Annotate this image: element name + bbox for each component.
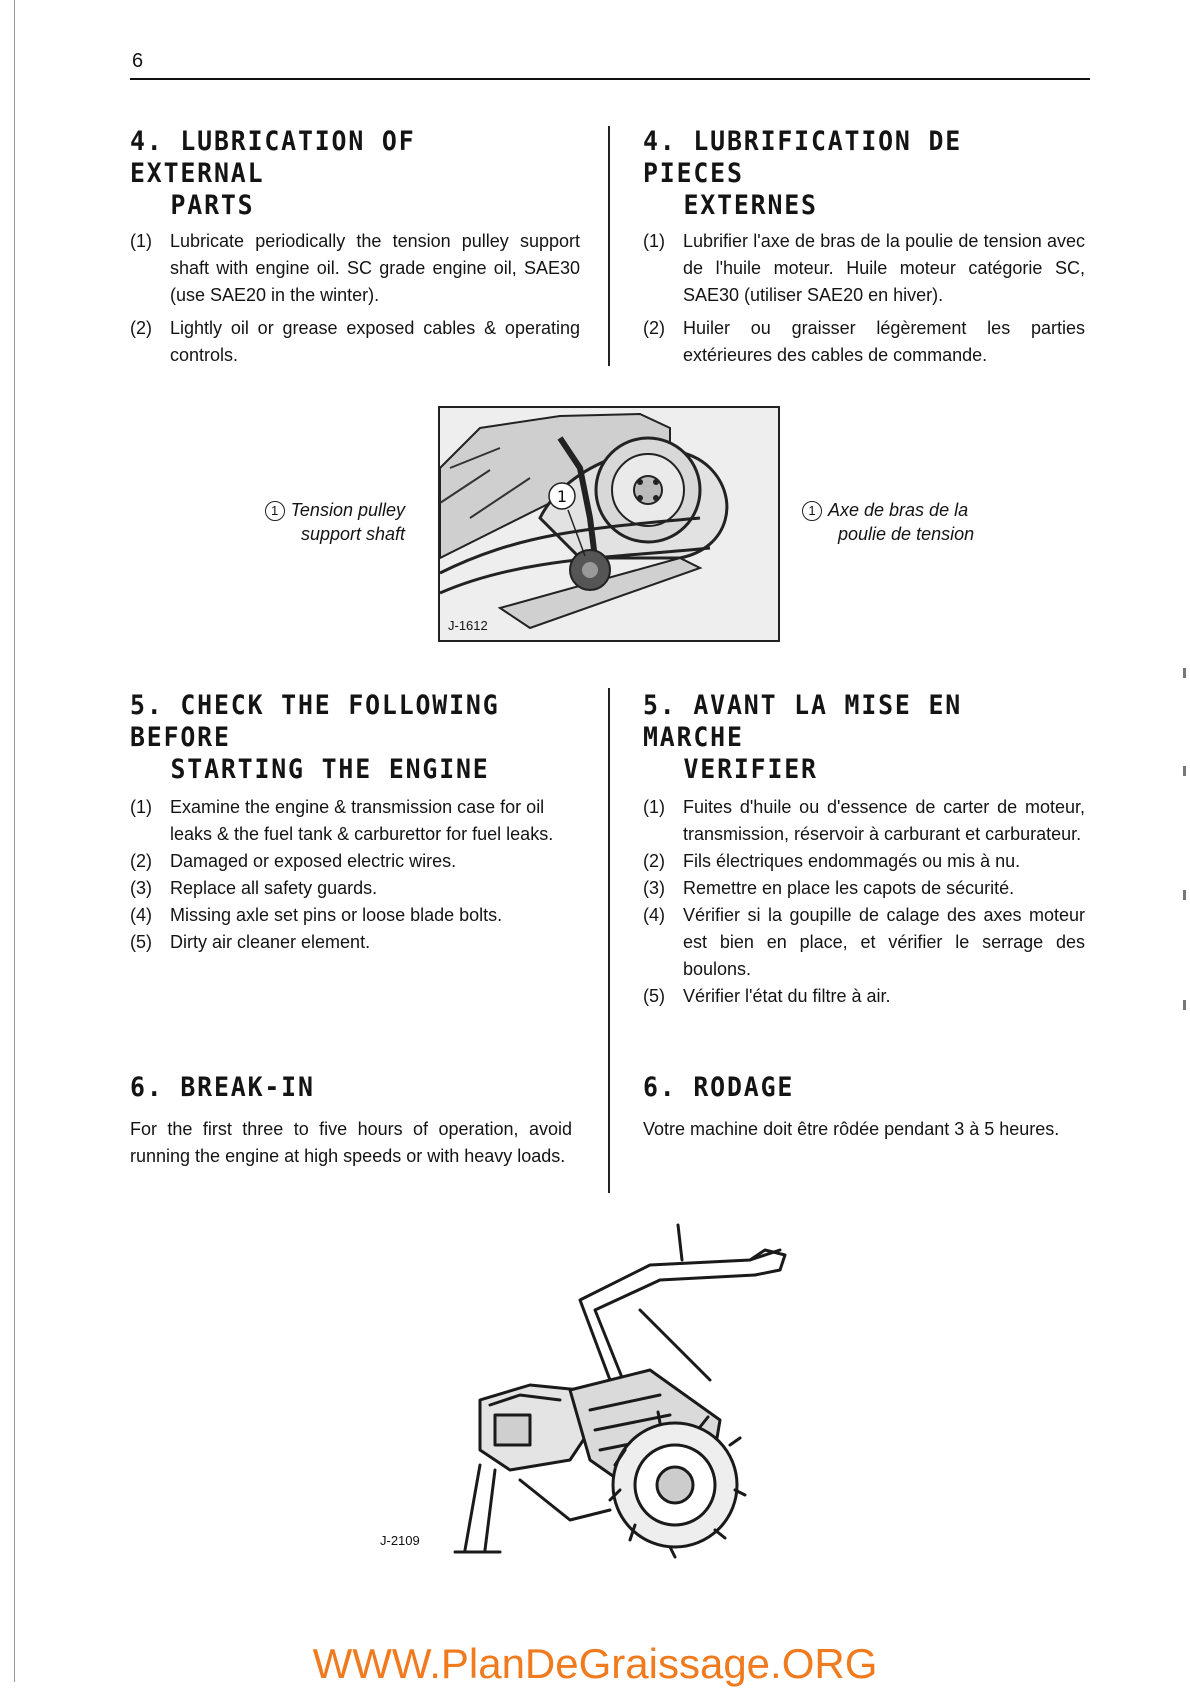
item-text: Lubricate periodically the tension pulley support shaft with engine oil. SC grade engine oil, SAE30 (use SAE20 in the winter). xyxy=(170,231,580,305)
item-text: Vérifier l'état du filtre à air. xyxy=(683,986,891,1006)
heading-line: VERIFIER xyxy=(683,754,818,785)
section-6-en-text: For the first three to five hours of operation, avoid running the engine at high speeds or with heavy loads. xyxy=(130,1119,572,1166)
item-number: (5) xyxy=(643,986,665,1006)
item-text: Examine the engine & transmission case for oil leaks & the fuel tank & carburettor for fuel leaks. xyxy=(170,797,554,844)
callout-number: 1 xyxy=(802,501,822,521)
list-item xyxy=(643,228,1085,309)
section-6-en xyxy=(130,1072,572,1170)
pulley-drawing xyxy=(440,408,778,640)
item-number: (2) xyxy=(643,318,665,338)
heading-line: 4. LUBRIFICATION DE PIECES xyxy=(643,126,963,189)
item-number: (2) xyxy=(643,851,665,871)
list-item xyxy=(643,875,1085,902)
item-text: Remettre en place les capots de sécurité. xyxy=(683,878,1015,898)
heading-line: STARTING THE ENGINE xyxy=(170,754,490,785)
item-number: (5) xyxy=(130,932,152,952)
section-4-en-heading xyxy=(130,126,544,222)
figure-1-caption-fr xyxy=(802,498,1022,546)
section-6-fr-text: Votre machine doit être rôdée pendant 3 à 5 heures. xyxy=(643,1119,1060,1139)
tiller-drawing xyxy=(380,1220,820,1560)
section-5-en-list xyxy=(130,794,580,956)
section-4-en xyxy=(130,126,580,369)
heading-line: 4. LUBRICATION OF EXTERNAL xyxy=(130,126,416,189)
figure-code: J-1612 xyxy=(448,618,488,633)
callout-number: 1 xyxy=(556,487,568,506)
item-number: (4) xyxy=(130,905,152,925)
tiller-figure xyxy=(380,1220,820,1560)
item-text: Fuites d'huile ou d'essence de carter de moteur, transmission, réservoir à carburant et carburateur. xyxy=(683,797,1085,844)
item-number: (1) xyxy=(643,797,665,817)
list-item xyxy=(130,929,580,956)
list-item xyxy=(130,848,580,875)
heading-line: PARTS xyxy=(170,190,255,221)
list-item xyxy=(643,848,1085,875)
list-item xyxy=(130,902,580,929)
caption-line: Axe de bras de la xyxy=(828,500,969,520)
item-text: Dirty air cleaner element. xyxy=(170,932,371,952)
section-4-fr-heading xyxy=(643,126,1050,222)
header-rule xyxy=(130,78,1090,80)
list-item xyxy=(130,875,580,902)
section-5-fr-heading xyxy=(643,690,1050,786)
item-text: Missing axle set pins or loose blade bolts. xyxy=(170,905,503,925)
callout-number: 1 xyxy=(265,501,285,521)
section-5-en-heading xyxy=(130,690,544,786)
list-item xyxy=(643,983,1085,1010)
edge-mark xyxy=(1183,766,1186,776)
heading-line: 5. AVANT LA MISE EN MARCHE xyxy=(643,690,963,753)
section-4-fr-list xyxy=(643,228,1085,369)
item-number: (2) xyxy=(130,318,152,338)
section-4-fr xyxy=(643,126,1085,369)
section-5-fr xyxy=(643,690,1085,1010)
item-text: Vérifier si la goupille de calage des axes moteur est bien en place, et vérifier le serrage des boulons. xyxy=(683,905,1085,979)
edge-mark xyxy=(1183,1000,1186,1010)
item-text: Fils électriques endommagés ou mis à nu. xyxy=(683,851,1021,871)
list-item xyxy=(130,315,580,369)
item-text: Damaged or exposed electric wires. xyxy=(170,851,457,871)
caption-line: poulie de tension xyxy=(838,524,975,544)
item-number: (4) xyxy=(643,905,665,925)
list-item xyxy=(130,228,580,309)
list-item xyxy=(130,794,580,848)
item-text: Lubrifier l'axe de bras de la poulie de tension avec de l'huile moteur. Huile moteur catégorie SC, SAE30 (utiliser SAE20 en hiver). xyxy=(683,231,1085,305)
page-left-edge xyxy=(14,0,15,1682)
section-5-en xyxy=(130,690,580,956)
list-item xyxy=(643,315,1085,369)
edge-mark xyxy=(1183,668,1186,678)
figure-1-caption-en xyxy=(240,498,405,546)
item-text: Huiler ou graisser légèrement les parties extérieures des cables de commande. xyxy=(683,318,1085,365)
item-number: (2) xyxy=(130,851,152,871)
section-6-fr-heading: 6. RODAGE xyxy=(643,1072,795,1103)
column-divider xyxy=(608,126,610,366)
watermark: WWW.PlanDeGraissage.ORG xyxy=(312,1640,878,1687)
edge-mark xyxy=(1183,890,1186,900)
heading-line: EXTERNES xyxy=(683,190,818,221)
heading-line: 5. CHECK THE FOLLOWING BEFORE xyxy=(130,690,500,753)
item-text: Replace all safety guards. xyxy=(170,878,378,898)
item-number: (1) xyxy=(130,797,152,817)
section-6-fr xyxy=(643,1072,1085,1143)
list-item xyxy=(643,794,1085,848)
page-number: 6 xyxy=(132,50,144,72)
item-number: (3) xyxy=(643,878,665,898)
list-item xyxy=(643,902,1085,983)
item-text: Lightly oil or grease exposed cables & operating controls. xyxy=(170,318,580,365)
section-4-en-list xyxy=(130,228,580,369)
item-number: (1) xyxy=(130,231,152,251)
caption-line: Tension pulley xyxy=(290,500,405,520)
pulley-figure xyxy=(438,406,780,642)
item-number: (3) xyxy=(130,878,152,898)
column-divider xyxy=(608,688,610,1193)
caption-line: support shaft xyxy=(300,524,405,544)
item-number: (1) xyxy=(643,231,665,251)
section-6-en-heading: 6. BREAK-IN xyxy=(130,1072,315,1103)
figure-code: J-2109 xyxy=(380,1533,420,1548)
section-5-fr-list xyxy=(643,794,1085,1010)
